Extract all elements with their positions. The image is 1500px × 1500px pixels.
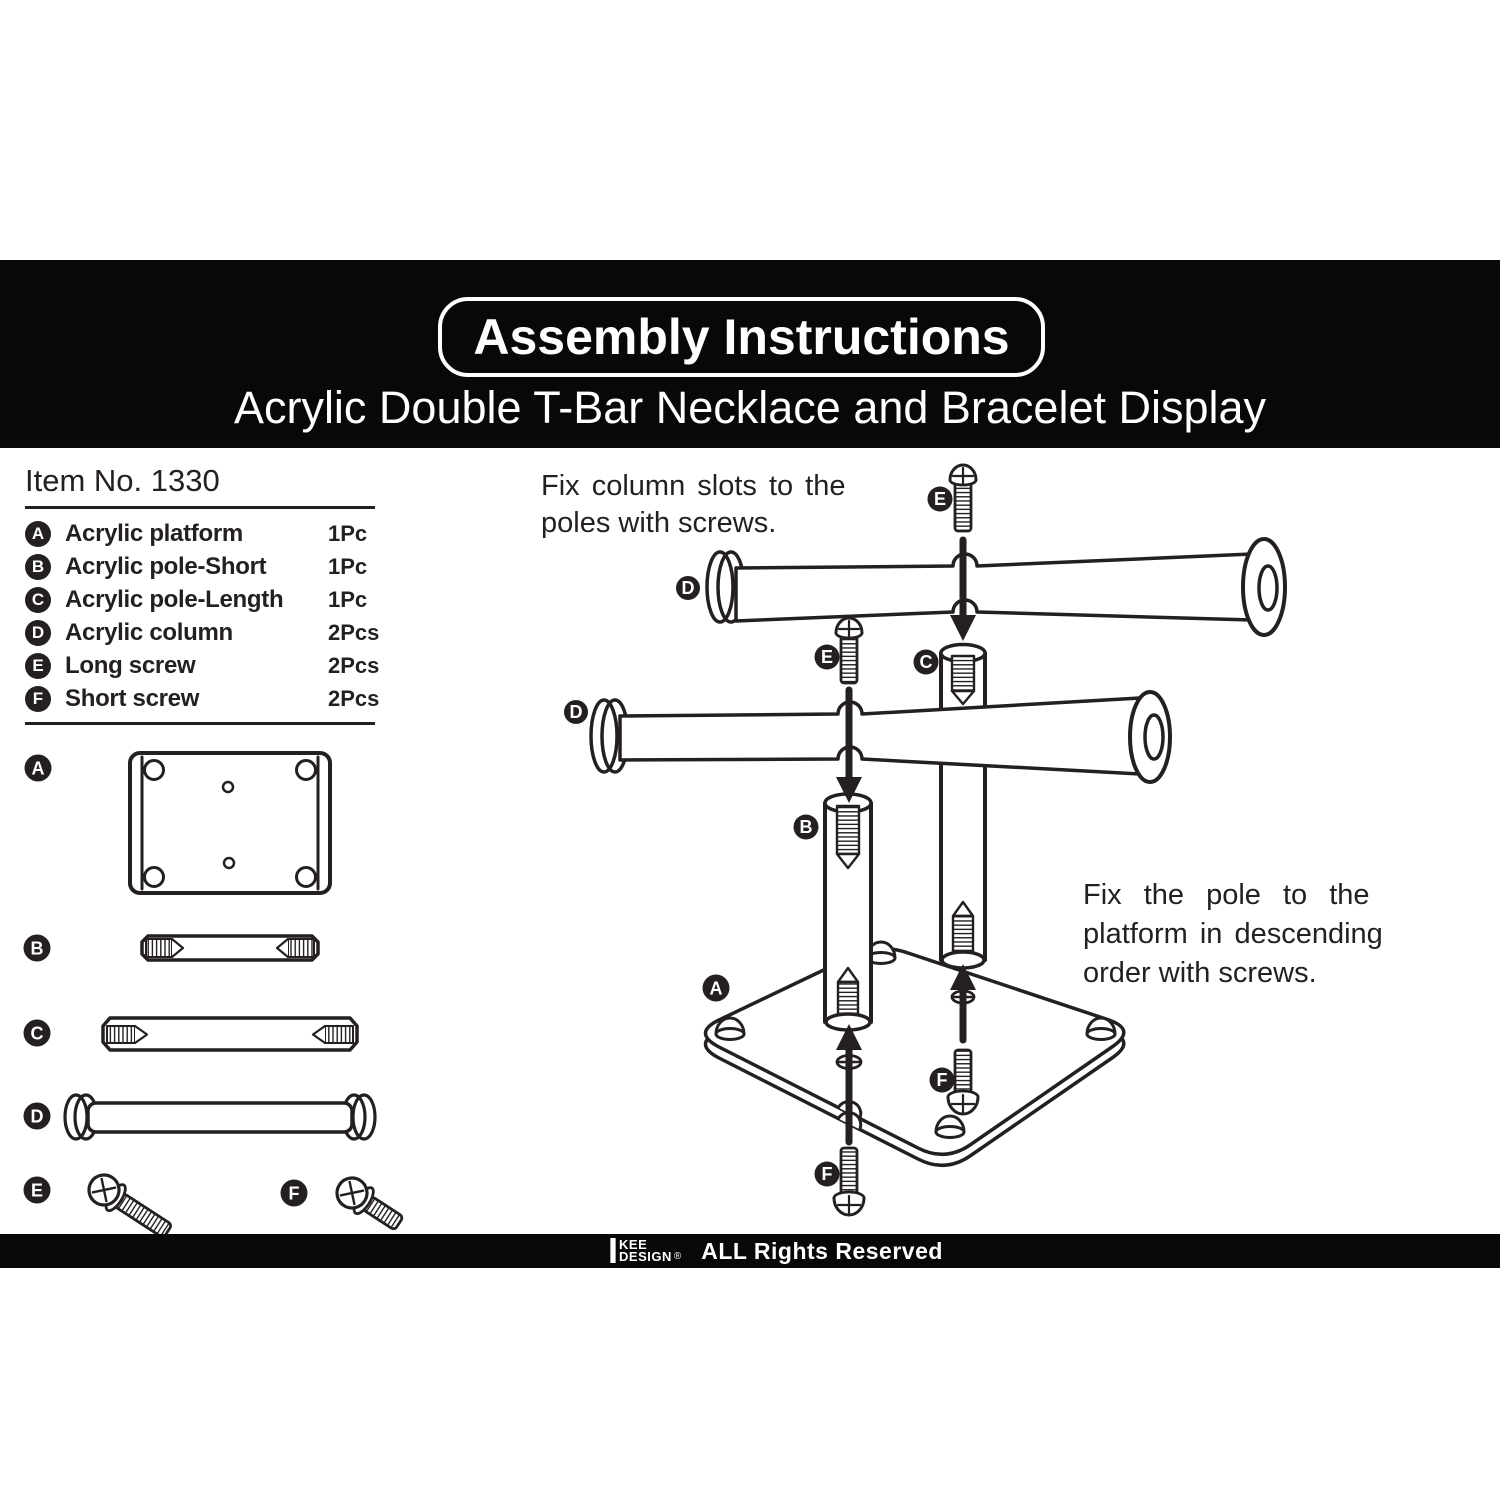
callout-b: B: [799, 817, 813, 837]
part-quantity: 1Pc: [328, 553, 368, 579]
short-screw-left-drawing: [834, 1148, 864, 1215]
part-letter-badge: D: [25, 620, 51, 646]
long-screw-top-drawing: [950, 465, 976, 531]
part-letter-badge: B: [25, 554, 51, 580]
part-letter-badge: F: [25, 686, 51, 712]
column-part-drawing: [65, 1095, 375, 1139]
instruction-line: Fix column slots to the: [541, 470, 846, 502]
callout-e: E: [820, 647, 834, 667]
part-quantity: 1Pc: [328, 586, 368, 612]
title-box: [438, 297, 1045, 377]
callout-f: F: [936, 1070, 948, 1090]
brand-bottom: DESIGN: [619, 1249, 672, 1264]
pole-long-exploded-drawing: [941, 645, 985, 969]
callout-e: E: [30, 1180, 44, 1201]
header-banner: [0, 260, 1500, 448]
page-title: Assembly Instructions: [473, 309, 1010, 365]
pole-short-exploded-drawing: [825, 794, 871, 1030]
part-quantity: 2Pcs: [328, 619, 380, 645]
callout-b: B: [30, 938, 44, 959]
short-screw-part-drawing: [331, 1172, 407, 1236]
callout-a: A: [31, 758, 45, 779]
callout-c: C: [919, 652, 933, 672]
platform-exploded-drawing: [706, 942, 1124, 1165]
product-subtitle: Acrylic Double T-Bar Necklace and Bracelet Display: [233, 382, 1267, 433]
tbar-upper-exploded-drawing: [707, 539, 1285, 635]
registered-mark: ®: [673, 1251, 682, 1262]
instruction-line: poles with screws.: [541, 507, 777, 539]
part-letter-badge: C: [25, 587, 51, 613]
long-screw-part-drawing: [83, 1169, 176, 1240]
part-name: Short screw: [65, 684, 200, 712]
pole-short-part-drawing: [142, 936, 318, 960]
brand-logo: [608, 1230, 682, 1271]
part-name: Acrylic column: [65, 618, 233, 646]
brand-initial: I: [608, 1230, 619, 1271]
footer-banner: [0, 1230, 1500, 1271]
part-name: Long screw: [65, 651, 196, 679]
rights-text: ALL Rights Reserved: [701, 1237, 943, 1264]
callout-c: C: [30, 1023, 44, 1044]
part-quantity: 1Pc: [328, 520, 368, 546]
part-letter-badge: E: [25, 653, 51, 679]
callout-d: D: [569, 702, 583, 722]
part-quantity: 2Pcs: [328, 652, 380, 678]
item-number-heading: Item No. 1330: [25, 463, 220, 498]
part-letter-badge: A: [25, 521, 51, 547]
part-name: Acrylic platform: [65, 519, 243, 547]
brand-top: KEE: [619, 1237, 648, 1252]
assembly-diagram: [0, 440, 1500, 1240]
instruction-line: platform in descending: [1083, 918, 1383, 950]
callout-d: D: [30, 1106, 44, 1127]
long-screw-middle-drawing: [836, 618, 862, 683]
pole-long-part-drawing: [103, 1018, 357, 1050]
footer-content: [608, 1230, 943, 1271]
callout-a: A: [709, 978, 723, 999]
brand-name: [619, 1239, 672, 1263]
instruction-line: order with screws.: [1083, 957, 1317, 989]
tbar-lower-exploded-drawing: [591, 692, 1170, 782]
platform-part-drawing: [130, 753, 330, 893]
part-quantity: 2Pcs: [328, 685, 380, 711]
callout-e: E: [933, 489, 947, 509]
part-name: Acrylic pole-Short: [65, 552, 267, 580]
instruction-line: Fix the pole to the: [1083, 879, 1370, 911]
callout-f: F: [288, 1183, 300, 1204]
callout-d: D: [681, 578, 695, 598]
callout-f: F: [821, 1164, 833, 1184]
part-name: Acrylic pole-Length: [65, 585, 284, 613]
